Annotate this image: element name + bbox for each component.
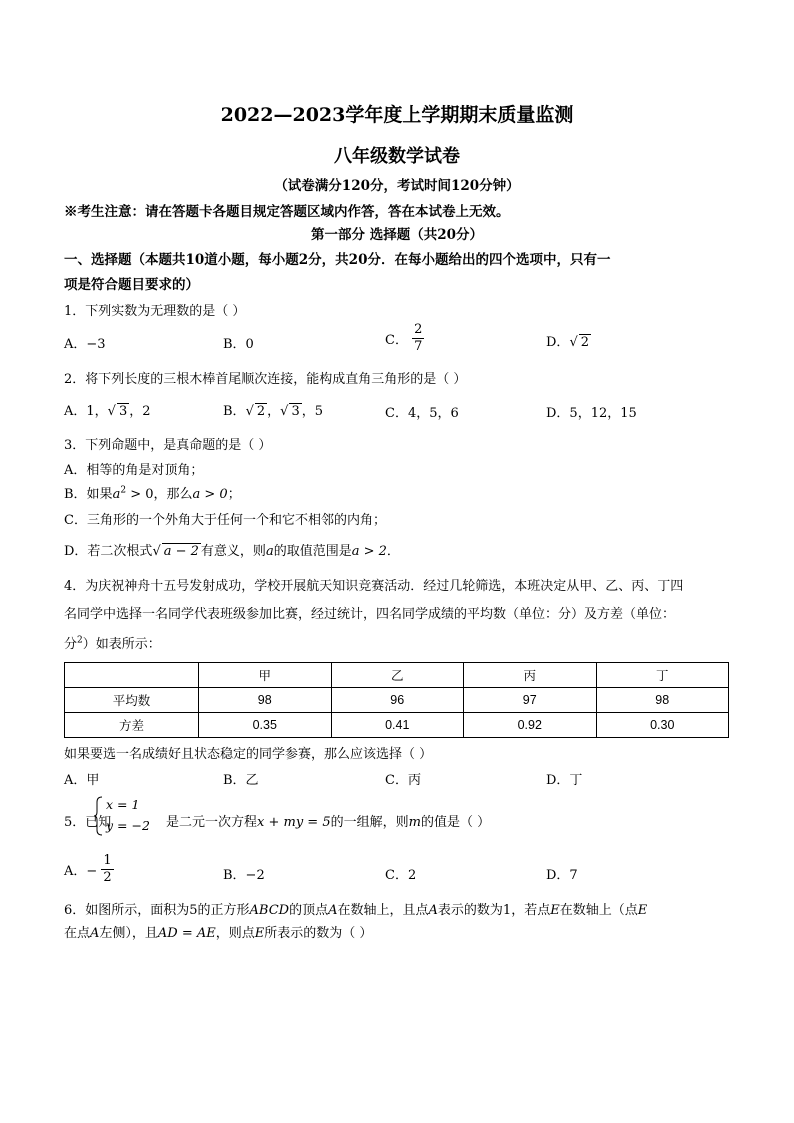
- q4-option-c: C．丙: [385, 773, 421, 788]
- table-cell: 0.92: [464, 713, 597, 738]
- q3-d-radicand: a − 2: [163, 544, 199, 559]
- table-cell: 98: [596, 688, 729, 713]
- q5-a-label: A．−: [64, 864, 98, 879]
- q5-body: [166, 811, 490, 830]
- q3-d-range: a > 2: [351, 544, 387, 559]
- q1-option-d: D．√ 2: [546, 335, 590, 350]
- exam-subtitle: 八年级数学试卷: [334, 146, 460, 167]
- q4-option-b: B．乙: [223, 773, 259, 788]
- table-header-cell: 丁: [596, 663, 729, 688]
- q1-option-b: B．0: [223, 337, 254, 352]
- q6-l1-d: 在数轴上（点: [559, 903, 638, 918]
- part-one-heading: 第一部分 选择题（共20分）: [311, 227, 483, 243]
- q6-equation: AD = AE: [157, 926, 216, 941]
- q6-point-e3: E: [254, 926, 265, 941]
- q6-line1: [64, 899, 647, 918]
- q3-d-var: a: [265, 544, 274, 559]
- q5-option-a: [64, 853, 114, 886]
- q2-option-d: D．5，12，15: [546, 406, 637, 421]
- q2-b-mid: ，: [267, 404, 281, 419]
- table-row: [65, 713, 729, 738]
- q5-post: 的值是（ ）: [420, 815, 491, 830]
- q6-l1-b: 在数轴上，且点: [337, 903, 429, 918]
- table-cell: 平均数: [65, 688, 199, 713]
- q6-l2-c: 所表示的数为（ ）: [264, 926, 373, 941]
- q5-a-numerator: 1: [103, 853, 112, 868]
- q2-option-c: C．4，5，6: [385, 406, 459, 421]
- q3-d-post: ．: [386, 544, 400, 559]
- table-cell: 97: [464, 688, 597, 713]
- q3-d-mid: 有意义，则: [200, 544, 266, 559]
- q6-l1-c: 表示的数为1，若点: [437, 903, 551, 918]
- q1-option-c: [385, 322, 424, 355]
- q2-b-post: ，5: [301, 404, 324, 419]
- q5-var-m: m: [408, 815, 421, 830]
- q5-option-c: C．2: [385, 868, 417, 883]
- section-heading-line1: 一、选择题（本题共10道小题，每小题2分，共20分．在每小题给出的四个选项中，只有一: [64, 252, 611, 268]
- q4-line3-sup: 2: [77, 635, 83, 646]
- q5-brace: [93, 796, 103, 836]
- exam-notice: ※考生注意：请在答题卡各题目规定答题区域内作答，答在本试卷上无效。: [64, 204, 510, 220]
- table-cell: 0.41: [331, 713, 464, 738]
- q2-a-pre: A．1，: [64, 404, 108, 419]
- q6-l2-b: ，则点: [215, 926, 255, 941]
- q6-square: ABCD: [249, 903, 290, 918]
- q5-eq1: x = 1: [106, 797, 140, 812]
- q5-option-b: B．−2: [223, 868, 265, 883]
- q4-after-text: 如果要选一名成绩好且状态稳定的同学参赛，那么应该选择（ ）: [64, 747, 433, 762]
- q2-stem: 2．将下列长度的三根木棒首尾顺次连接，能构成直角三角形的是（ ）: [64, 372, 467, 387]
- q5-mid2: 的一组解，则: [330, 815, 409, 830]
- q5-pre: 5．已知: [64, 815, 112, 830]
- q6-point-a2: A: [428, 903, 438, 918]
- q3-option-a: A．相等的角是对顶角；: [64, 463, 204, 478]
- q6-line2: [64, 922, 372, 941]
- q1-stem: 1．下列实数为无理数的是（ ）: [64, 304, 246, 319]
- q6-l2-pre: 在点: [64, 926, 91, 941]
- table-cell: 0.35: [199, 713, 332, 738]
- q3-b-post: ；: [227, 487, 241, 502]
- exam-title: 2022—2023学年度上学期期末质量监测: [220, 104, 574, 126]
- q6-l1-pre: 6．如图所示，面积为5的正方形: [64, 903, 250, 918]
- q6-point-a3: A: [90, 926, 100, 941]
- q4-line3: [64, 633, 161, 652]
- q1-option-d-label: D．: [546, 335, 570, 350]
- q6-point-a: A: [328, 903, 338, 918]
- q1-fraction: [412, 322, 424, 355]
- table-cell: 96: [331, 688, 464, 713]
- q4-option-a: A．甲: [64, 773, 100, 788]
- table-header-row: [65, 663, 729, 688]
- q4-option-d: D．丁: [546, 773, 583, 788]
- q1-option-c-label: C．: [385, 333, 408, 348]
- q3-b-var: a: [112, 487, 121, 502]
- q6-point-e2: E: [637, 903, 648, 918]
- exam-info: （试卷满分120分，考试时间120分钟）: [274, 178, 520, 194]
- q3-option-b: [64, 483, 241, 502]
- q6-l2-a: 左侧），且: [99, 926, 158, 941]
- q5-a-fraction: [101, 853, 113, 886]
- section-heading-line2: 项是符合题目要求的）: [64, 277, 199, 293]
- q5-equation: x + my = 5: [257, 815, 331, 830]
- table-header-cell: [65, 663, 199, 688]
- table-cell: 方差: [65, 713, 199, 738]
- q3-d-mid2: 的取值范围是: [273, 544, 352, 559]
- table-cell: 98: [199, 688, 332, 713]
- table-row: [65, 688, 729, 713]
- table-header-cell: 丙: [464, 663, 597, 688]
- q2-a-post: ，2: [129, 404, 151, 419]
- q2-option-b: B．√ 2 ，√ 3 ，5: [223, 404, 324, 419]
- q2-a-radicand: 3: [118, 404, 128, 419]
- q1-option-a: A．−3: [64, 337, 106, 352]
- table-header-cell: 甲: [199, 663, 332, 688]
- q4-line1: 4．为庆祝神舟十五号发射成功，学校开展航天知识竞赛活动．经过几轮筛选，本班决定从甲、乙、丙、丁四: [64, 579, 684, 594]
- q3-b-conclusion: a > 0: [192, 487, 228, 502]
- q3-stem: 3．下列命题中，是真命题的是（ ）: [64, 438, 272, 453]
- q5-eq2: y = −2: [106, 818, 150, 833]
- q5-mid1: 是二元一次方程: [166, 815, 258, 830]
- q1-radicand: 2: [580, 335, 590, 350]
- q6-point-e: E: [550, 903, 560, 918]
- table-cell: 0.30: [596, 713, 729, 738]
- q2-b-radicand2: 3: [291, 404, 300, 419]
- q1-fraction-numerator: 2: [414, 322, 423, 337]
- q1-fraction-denominator: 7: [414, 339, 423, 354]
- q2-b-pre: B．: [223, 404, 246, 419]
- q5-option-d: D．7: [546, 868, 578, 883]
- q3-b-pre: B．如果: [64, 487, 113, 502]
- q4-line3-pre: 分: [64, 637, 78, 652]
- q3-option-c: C．三角形的一个外角大于任何一个和它不相邻的内角；: [64, 513, 386, 528]
- q2-option-a: A．1，√ 3 ，2: [64, 404, 151, 419]
- q3-b-sup: 2: [120, 485, 127, 496]
- q6-l1-a: 的顶点: [289, 903, 329, 918]
- q3-d-pre: D．若二次根式: [64, 544, 153, 559]
- q4-score-table: [64, 662, 729, 738]
- q4-line3-post: ）如表所示：: [82, 637, 161, 652]
- q3-b-mid: ，那么: [153, 487, 193, 502]
- q5-a-denominator: 2: [103, 870, 112, 885]
- q3-option-d: D．若二次根式√ a − 2 有意义，则a的取值范围是a > 2．: [64, 544, 400, 559]
- q4-line2: 名同学中选择一名同学代表班级参加比赛，经过统计，四名同学成绩的平均数（单位：分）及方差（单位：: [64, 607, 676, 622]
- q2-b-radicand1: 2: [256, 404, 266, 419]
- q3-b-ineq: > 0: [126, 487, 154, 502]
- table-header-cell: 乙: [331, 663, 464, 688]
